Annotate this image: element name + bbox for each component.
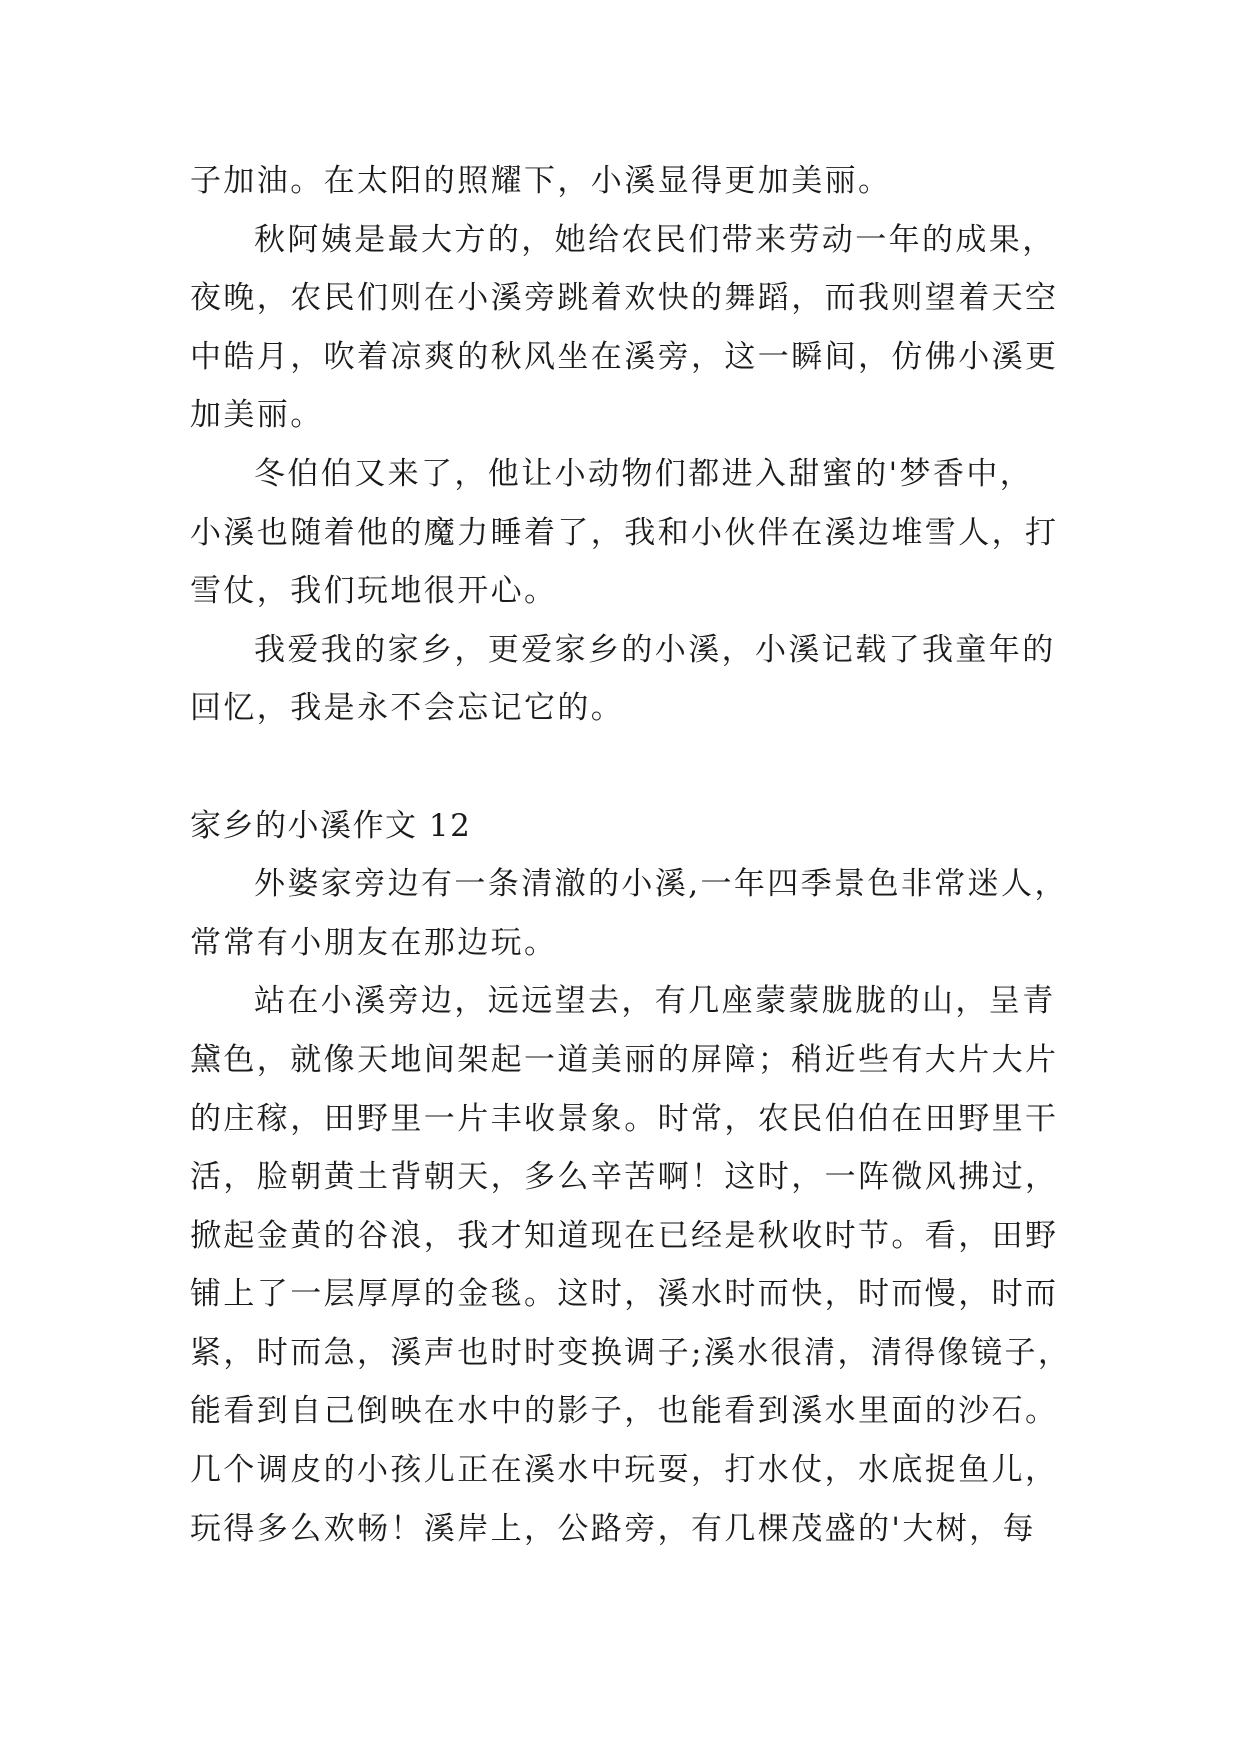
text-line: 紧，时而急，溪声也时时变换调子;溪水很清，清得像镜子， xyxy=(190,1334,1072,1371)
text-line: 黛色，就像天地间架起一道美丽的屏障；稍近些有大片大片 xyxy=(190,1041,1059,1078)
text-line: 掀起金黄的谷浪，我才知道现在已经是秋收时节。看，田野 xyxy=(190,1217,1059,1254)
document-body xyxy=(190,152,1070,1558)
blank-spacer xyxy=(190,738,1070,797)
text-line: 能看到自己倒映在水中的影子，也能看到溪水里面的沙石。 xyxy=(190,1393,1059,1430)
section-heading: 家乡的小溪作文 12 xyxy=(190,807,472,844)
text-line: 玩得多么欢畅！溪岸上，公路旁，有几棵茂盛的'大树，每 xyxy=(190,1510,1036,1547)
text-line: 夜晚，农民们则在小溪旁跳着欢快的舞蹈，而我则望着天空 xyxy=(190,280,1059,317)
text-line: 加美丽。 xyxy=(190,397,324,434)
paragraph-first-line: 我爱我的家乡，更爱家乡的小溪，小溪记载了我童年的 xyxy=(254,631,1056,668)
text-line: 常常有小朋友在那边玩。 xyxy=(190,924,558,961)
text-line: 几个调皮的小孩儿正在溪水中玩耍，打水仗，水底捉鱼儿， xyxy=(190,1452,1059,1489)
text-line: 铺上了一层厚厚的金毯。这时，溪水时而快，时而慢，时而 xyxy=(190,1276,1059,1313)
paragraph-first-line: 外婆家旁边有一条清澈的小溪,一年四季景色非常迷人， xyxy=(254,866,1068,903)
text-line: 活，脸朝黄土背朝天，多么辛苦啊！这时，一阵微风拂过， xyxy=(190,1159,1059,1196)
text-line: 小溪也随着他的魔力睡着了，我和小伙伴在溪边堆雪人，打 xyxy=(190,514,1059,551)
paragraph-first-line: 站在小溪旁边，远远望去，有几座蒙蒙胧胧的山，呈青 xyxy=(254,983,1056,1020)
text-line: 子加油。在太阳的照耀下，小溪显得更加美丽。 xyxy=(190,163,892,199)
text-line: 的庄稼，田野里一片丰收景象。时常，农民伯伯在田野里干 xyxy=(190,1100,1059,1137)
paragraph-first-line: 冬伯伯又来了，他让小动物们都进入甜蜜的'梦香中， xyxy=(254,455,1034,492)
text-line: 回忆，我是永不会忘记它的。 xyxy=(190,690,625,727)
text-line: 中皓月，吹着凉爽的秋风坐在溪旁，这一瞬间，仿佛小溪更 xyxy=(190,338,1059,375)
paragraph-first-line: 秋阿姨是最大方的，她给农民们带来劳动一年的成果， xyxy=(254,221,1056,258)
text-line: 雪仗，我们玩地很开心。 xyxy=(190,573,558,610)
